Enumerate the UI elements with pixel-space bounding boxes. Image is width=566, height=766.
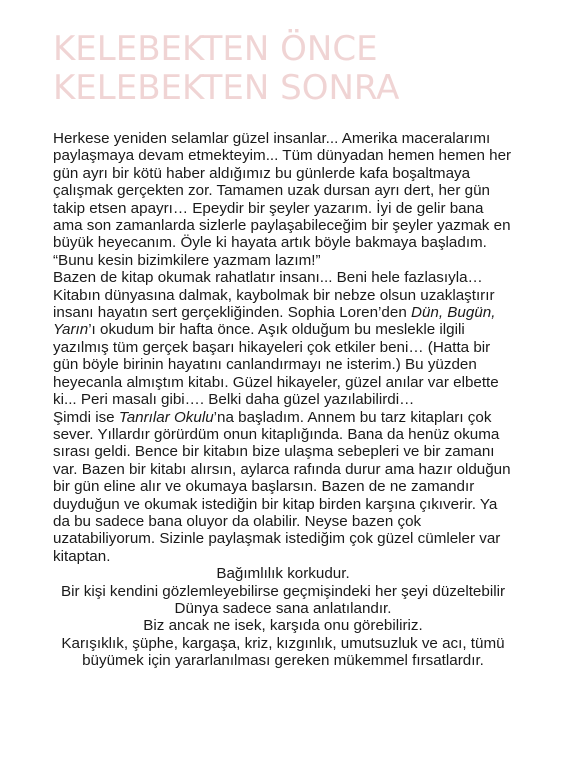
- quote-line: Bir kişi kendini gözlemleyebilirse geçmişindeki her şeyi düzeltebilir: [61, 582, 505, 600]
- paragraph-2-text-b: ’ı okudum bir hafta önce. Aşık olduğum bu meslekle ilgili yazılmış tüm gerçek başarı hikayeleri çok etkiler beni… (Hatta bir gün böyle birinin hayatını canlandırmayı ne isterim.) Bu yüzden heyecanla almıştım kitabı. Güzel hikayeler, güzel anılar var elbette ki... Peri masalı gibi…. Belki daha güzel yazılabilirdi…: [53, 321, 499, 409]
- paragraph-1: Herkese yeniden selamlar güzel insanlar... Amerika maceralarımı paylaşmaya devam etmekteyim... Tüm dünyadan hemen hemen her gün ayrı bir kötü haber aldığımız bu günlerde kafa boşaltmaya çalışmak gerçekten zor. Tamamen uzak dursan ayrı dert, her gün takip etsen apayrı… Epeydir bir şeyler yazarım. İyi de gelir bana ama son zamanlarda sizlerle paylaşabileceğim bir şeyler yazmak en büyük heyecanım. Öyle ki hayata artık böyle bakmaya başladım. “Bunu kesin bizimkilere yazmam lazım!”: [53, 130, 512, 269]
- paragraph-3: [53, 409, 513, 566]
- quote-line: Bağımlılık korkudur.: [216, 565, 350, 583]
- quotes-block: [53, 565, 513, 669]
- quote-line: Biz ancak ne isek, karşıda onu görebiliriz.: [143, 617, 423, 635]
- book-title-tanrilar-okulu: Tanrılar Okulu: [118, 408, 214, 426]
- article-body: [53, 130, 513, 670]
- title-line-1: KELEBEKTEN ÖNCE: [53, 29, 378, 69]
- article-title: [53, 30, 533, 108]
- paragraph-3-text-a: Şimdi ise: [53, 408, 119, 426]
- paragraph-3-text-b: ’na başladım. Annem bu tarz kitapları çok sever. Yıllardır görürdüm onun kitaplığında. Bana da henüz okuma sırası geldi. Bence bir kitabın bize ulaşma sebepleri ve bir zamanı var. Bazen bir kitabı alırsın, aylarca rafında durur ama hazır olduğun bir gün eline alır ve okumaya başlarsın. Bazen de ne zamandır duyduğun ve okumak istediğin bir kitap birden karşına çıkıverir. Ya da bu sadece bana oluyor da olabilir. Neyse bazen çok uzatabiliyorum. Sizinle paylaşmak istediğim çok güzel cümleler var kitaptan.: [53, 408, 511, 565]
- quote-line: Dünya sadece sana anlatılandır.: [174, 599, 392, 617]
- paragraph-2-text-a: Bazen de kitap okumak rahatlatır insanı... Beni hele fazlasıyla… Kitabın dünyasına dalmak, kaybolmak bir nebze olsun uzaklaştırır insanı hayatın sert gerçekliğinden. Sophia Loren’den: [53, 269, 495, 322]
- title-line-2: KELEBEKTEN SONRA: [53, 68, 400, 108]
- paragraph-2: [53, 269, 513, 408]
- quote-line: Karışıklık, şüphe, kargaşa, kriz, kızgınlık, umutsuzluk ve acı, tümü büyümek için yararlanılması gereken mükemmel fırsatlardır.: [61, 634, 505, 670]
- book-title-dun-bugun-yarin: Dün, Bugün, Yarın: [53, 304, 496, 339]
